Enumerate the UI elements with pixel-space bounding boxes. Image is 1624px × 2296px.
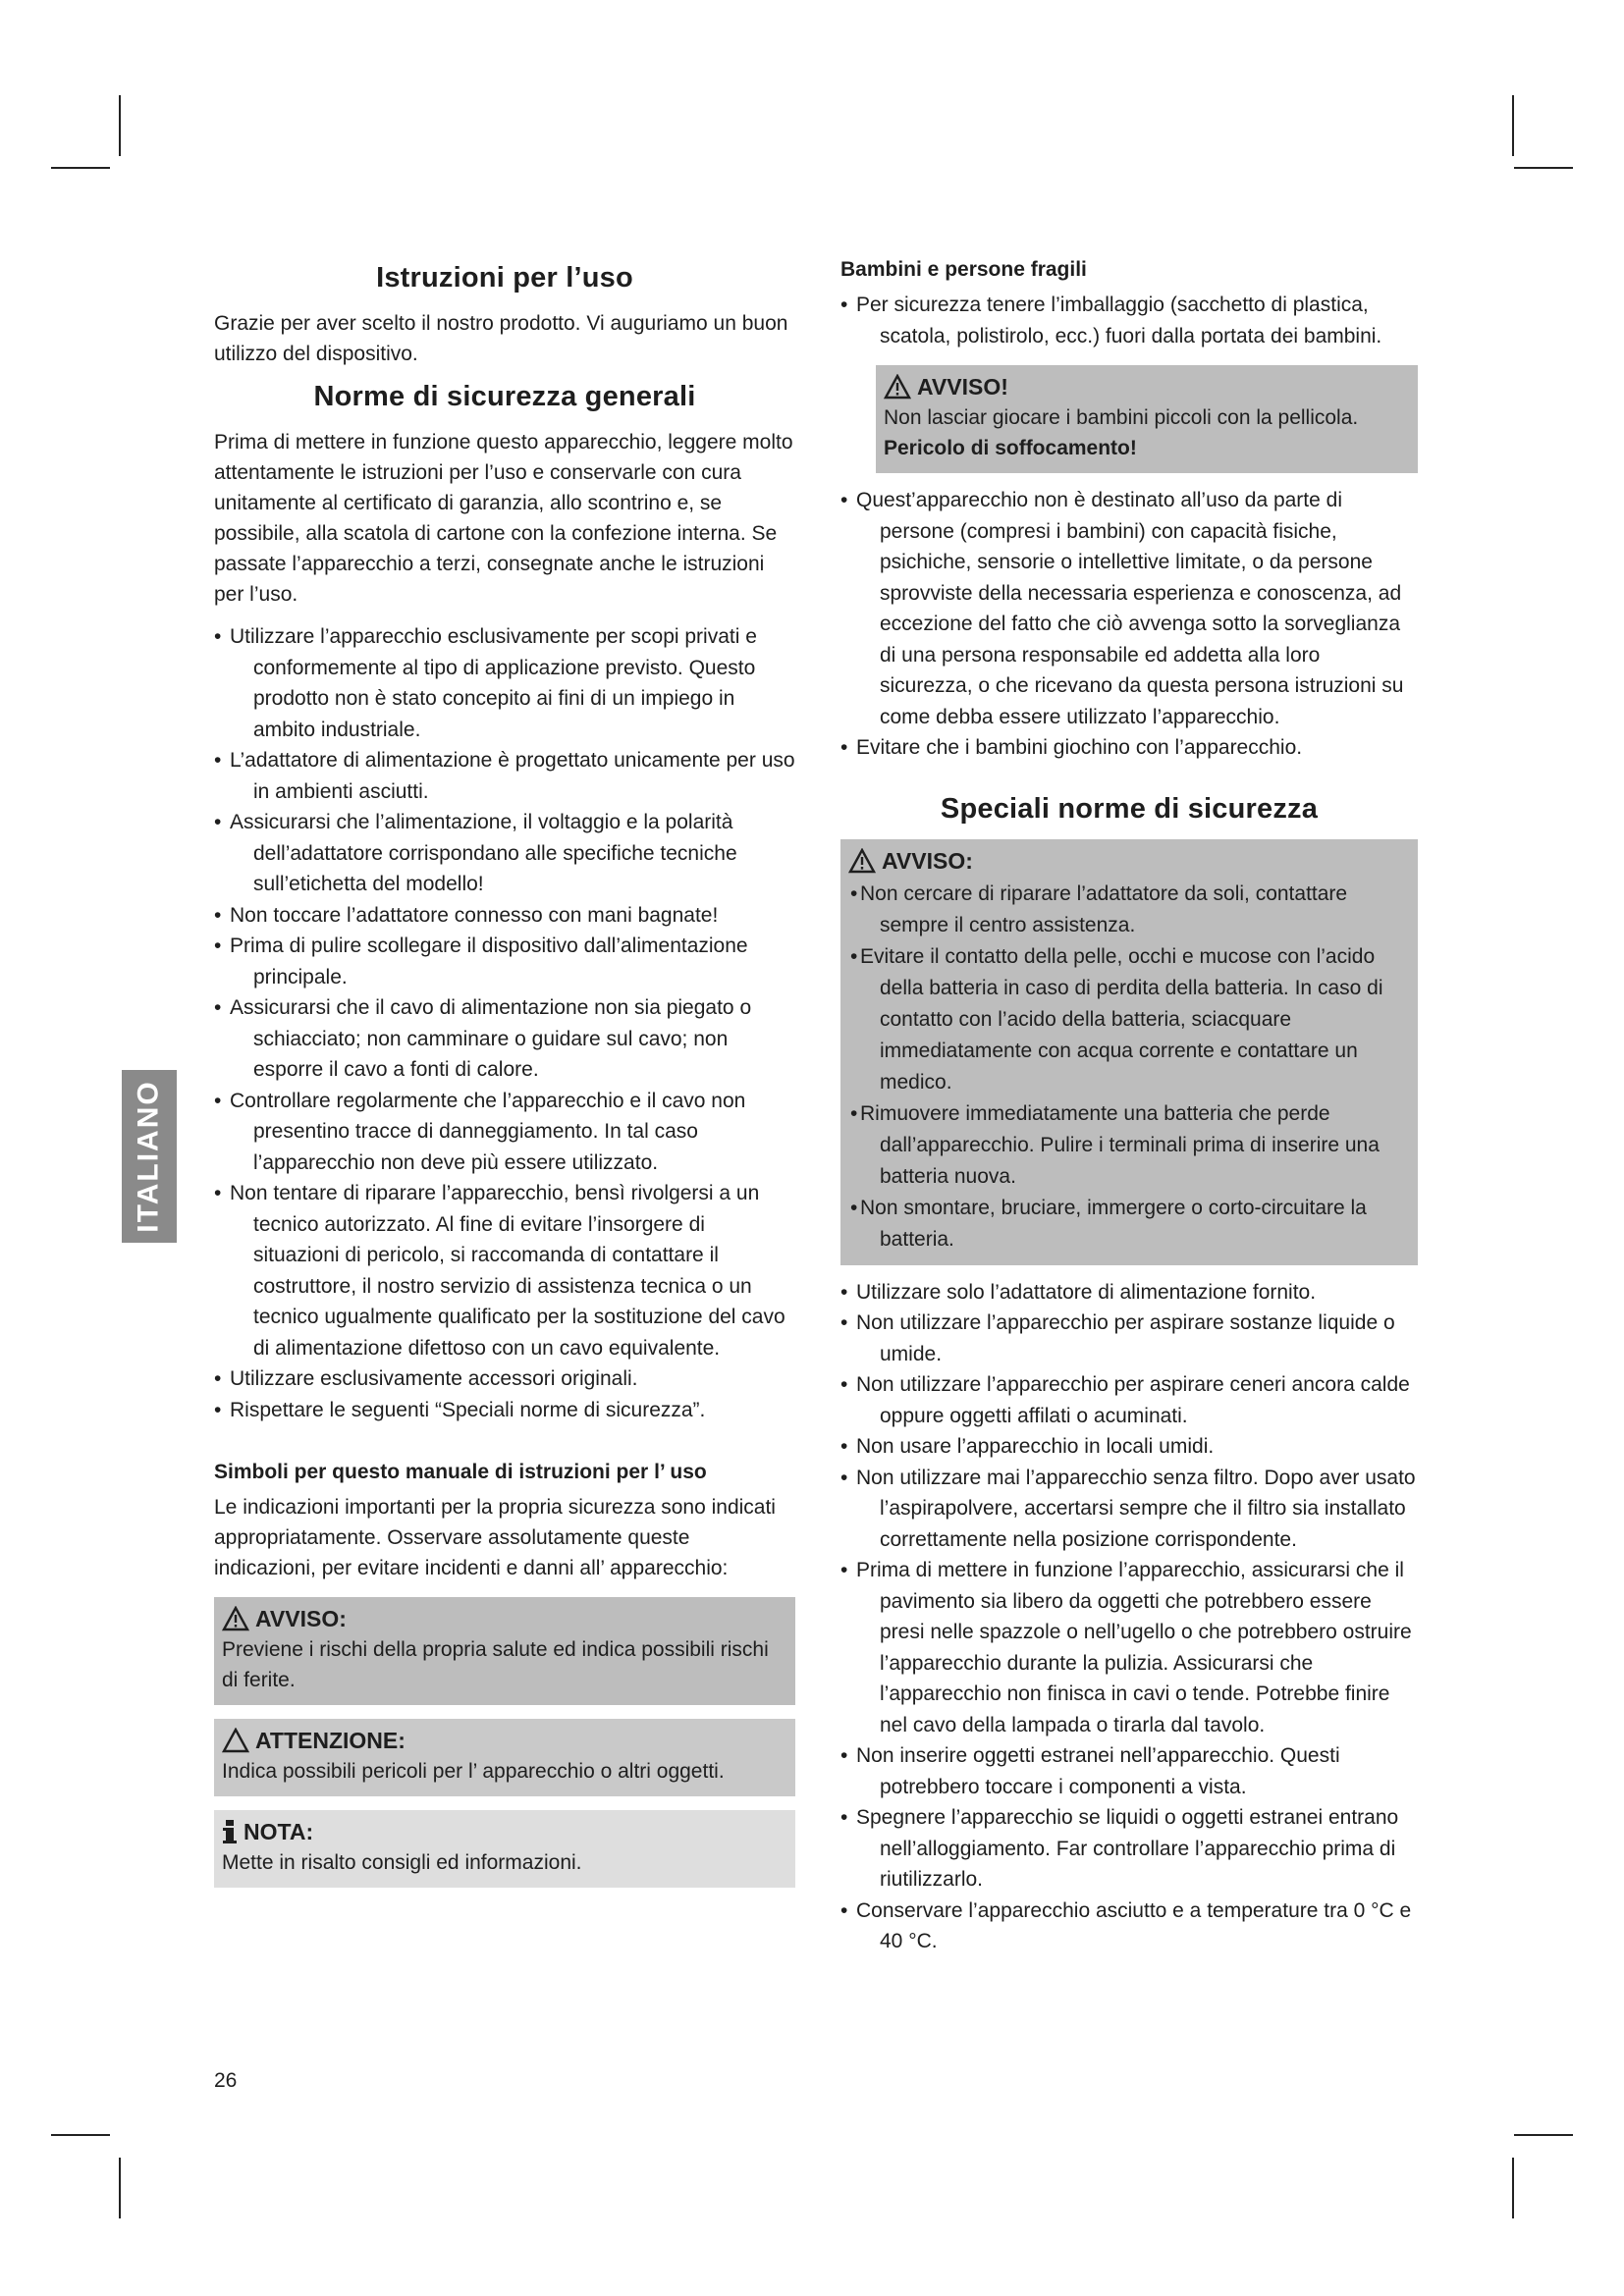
list-item: • Utilizzare l’apparecchio esclusivamente per scopi privati e conformemente al tipo di applicazione previsto. Questo prodotto non è stato concepito ai fini di un impiego in ambito industriale. — [214, 621, 795, 745]
crop-mark — [119, 2158, 121, 2218]
list-item: • Rispettare le seguenti “Speciali norme di sicurezza”. — [214, 1395, 795, 1426]
warning-title: AVVISO: — [255, 1606, 347, 1631]
list-item: • Non inserire oggetti estranei nell’apparecchio. Questi potrebbero toccare i componenti a vista. — [840, 1740, 1418, 1802]
general-safety-intro: Prima di mettere in funzione questo apparecchio, leggere molto attentamente le istruzioni per l’uso e conservarle con cura unitamente al certificato di garanzia, allo scontrino e, se possibile, alla scatola di cartone con la confezione interna. Se passate l’apparecchio a terzi, consegnate anche le istruzioni per l’uso. — [214, 431, 793, 606]
special-warning-list — [848, 879, 1410, 1255]
caution-text: Indica possibili pericoli per l’ apparecchio o altri oggetti. — [222, 1760, 725, 1783]
special-safety-title: Speciali norme di sicurezza — [940, 792, 1319, 825]
warning-notice-box — [214, 1597, 795, 1705]
list-item: • Per sicurezza tenere l’imballaggio (sacchetto di plastica, scatola, polistirolo, ecc.) fuori dalla portata dei bambini. — [840, 290, 1418, 351]
list-item: • Assicurarsi che il cavo di alimentazione non sia piegato o schiacciato; non camminare o guidare sul cavo; non esporre il cavo a fonti di calore. — [214, 992, 795, 1086]
list-item: • L’adattatore di alimentazione è progettato unicamente per uso in ambienti asciutti. — [214, 745, 795, 807]
special-warning-title: AVVISO: — [882, 847, 973, 874]
list-item: • Controllare regolarmente che l’apparecchio e il cavo non presentino tracce di danneggiamento. In tal caso l’apparecchio non deve più essere utilizzato. — [214, 1086, 795, 1179]
crop-mark — [119, 95, 121, 156]
list-item: • Non smontare, bruciare, immergere o corto-circuitare la batteria. — [848, 1193, 1410, 1255]
list-item: • Non tentare di riparare l’apparecchio, bensì rivolgersi a un tecnico autorizzato. Al fine di evitare l’insorgere di situazioni di pericolo, si raccomanda di contattare il costruttore, il nostro servizio di assistenza tecnica o un tecnico ugualmente qualificato per la sostituzione del cavo di alimentazione difettoso con un cavo equivalente. — [214, 1178, 795, 1363]
children-list-top — [840, 290, 1418, 351]
page-title: Istruzioni per l’uso — [376, 262, 633, 294]
list-item: • Prima di mettere in funzione l’apparecchio, assicurarsi che il pavimento sia libero da oggetti che potrebbero essere presi nelle spazzole o nell’ugello o che potrebbero ostruire l’apparecchio durante la pulizia. Assicurarsi che l’apparecchio non finisca in cavi o tende. Potrebbe finire nel cavo della lampada o tirarla dal tavolo. — [840, 1555, 1418, 1740]
list-item: • Utilizzare esclusivamente accessori originali. — [214, 1363, 795, 1395]
left-column — [214, 250, 795, 1899]
crop-mark — [51, 2134, 110, 2136]
children-warning-bold: Pericolo di soffocamento! — [884, 437, 1137, 459]
warning-triangle-icon — [884, 374, 911, 400]
warning-triangle-icon — [222, 1606, 249, 1631]
list-item: • Spegnere l’apparecchio se liquidi o oggetti estranei entrano nell’alloggiamento. Far controllare l’apparecchio prima di riutilizzarlo. — [840, 1802, 1418, 1896]
right-column — [840, 250, 1418, 1969]
crop-mark — [51, 167, 110, 169]
list-item: • Evitare il contatto della pelle, occhi e mucose con l’acido della batteria in caso di perdita della batteria. In caso di contatto con l’acido della batteria, sciacquare immediatamente con acqua corrente e contattare un medico. — [848, 941, 1410, 1098]
list-item: • Non utilizzare l’apparecchio per aspirare sostanze liquide o umide. — [840, 1308, 1418, 1369]
children-section-title: Bambini e persone fragili — [840, 258, 1087, 281]
crop-mark — [1514, 167, 1573, 169]
warning-triangle-icon — [848, 848, 876, 874]
children-list — [840, 485, 1418, 764]
warning-text: Previene i rischi della propria salute ed indica possibili rischi di ferite. — [222, 1638, 769, 1691]
list-item: • Non usare l’apparecchio in locali umidi. — [840, 1431, 1418, 1463]
intro-paragraph: Grazie per aver scelto il nostro prodotto. Vi auguriamo un buon utilizzo del dispositivo. — [214, 312, 788, 365]
special-warning-box — [840, 839, 1418, 1265]
list-item: • Non utilizzare l’apparecchio per aspirare ceneri ancora calde oppure oggetti affilati o acuminati. — [840, 1369, 1418, 1431]
crop-mark — [1512, 95, 1514, 156]
language-side-tab-label: ITALIANO — [133, 1080, 165, 1233]
special-safety-list — [840, 1277, 1418, 1957]
symbols-title: Simboli per questo manuale di istruzioni per l’ uso — [214, 1461, 707, 1483]
crop-mark — [1514, 2134, 1573, 2136]
symbols-intro: Le indicazioni importanti per la propria sicurezza sono indicati appropriatamente. Osservare assolutamente queste indicazioni, per evitare incidenti e danni all’ apparecchio: — [214, 1496, 776, 1579]
language-side-tab — [122, 1070, 177, 1243]
list-item: • Non utilizzare mai l’apparecchio senza filtro. Dopo aver usato l’aspirapolvere, accertarsi sempre che il filtro sia installato correttamente nella posizione corrispondente. — [840, 1463, 1418, 1556]
children-warning-title: AVVISO! — [917, 374, 1008, 400]
list-item: • Evitare che i bambini giochino con l’apparecchio. — [840, 732, 1418, 764]
list-item: • Non cercare di riparare l’adattatore da soli, contattare sempre il centro assistenza. — [848, 879, 1410, 941]
caution-title: ATTENZIONE: — [255, 1728, 406, 1753]
info-icon — [222, 1819, 238, 1844]
list-item: • Rimuovere immediatamente una batteria che perde dall’apparecchio. Pulire i terminali prima di inserire una batteria nuova. — [848, 1098, 1410, 1193]
page-number: 26 — [214, 2069, 238, 2092]
note-title: NOTA: — [244, 1819, 314, 1844]
caution-triangle-icon — [222, 1728, 249, 1753]
list-item: • Assicurarsi che l’alimentazione, il voltaggio e la polarità dell’adattatore corrispondano alle specifiche tecniche sull’etichetta del modello! — [214, 807, 795, 900]
general-safety-list — [214, 621, 795, 1425]
list-item: • Prima di pulire scollegare il dispositivo dall’alimentazione principale. — [214, 931, 795, 992]
list-item: • Utilizzare solo l’adattatore di alimentazione fornito. — [840, 1277, 1418, 1308]
list-item: • Quest’apparecchio non è destinato all’uso da parte di persone (compresi i bambini) con capacità fisiche, psichiche, sensorie o intellettive limitate, o da persone sprovviste della necessaria esperienza e conoscenza, ad eccezione del fatto che ciò avvenga sotto la sorveglianza di una persona responsabile ed addetta alla loro sicurezza, o che ricevano da questa persona istruzioni su come debba essere utilizzato l’apparecchio. — [840, 485, 1418, 732]
children-warning-text: Non lasciar giocare i bambini piccoli con la pellicola. — [884, 406, 1359, 429]
children-warning-box — [876, 365, 1418, 473]
list-item: • Conservare l’apparecchio asciutto e a temperature tra 0 °C e 40 °C. — [840, 1896, 1418, 1957]
note-notice-box — [214, 1810, 795, 1888]
general-safety-title: Norme di sicurezza generali — [313, 381, 696, 412]
note-text: Mette in risalto consigli ed informazioni. — [222, 1851, 582, 1874]
caution-notice-box — [214, 1719, 795, 1796]
list-item: • Non toccare l’adattatore connesso con mani bagnate! — [214, 900, 795, 932]
crop-mark — [1512, 2158, 1514, 2218]
